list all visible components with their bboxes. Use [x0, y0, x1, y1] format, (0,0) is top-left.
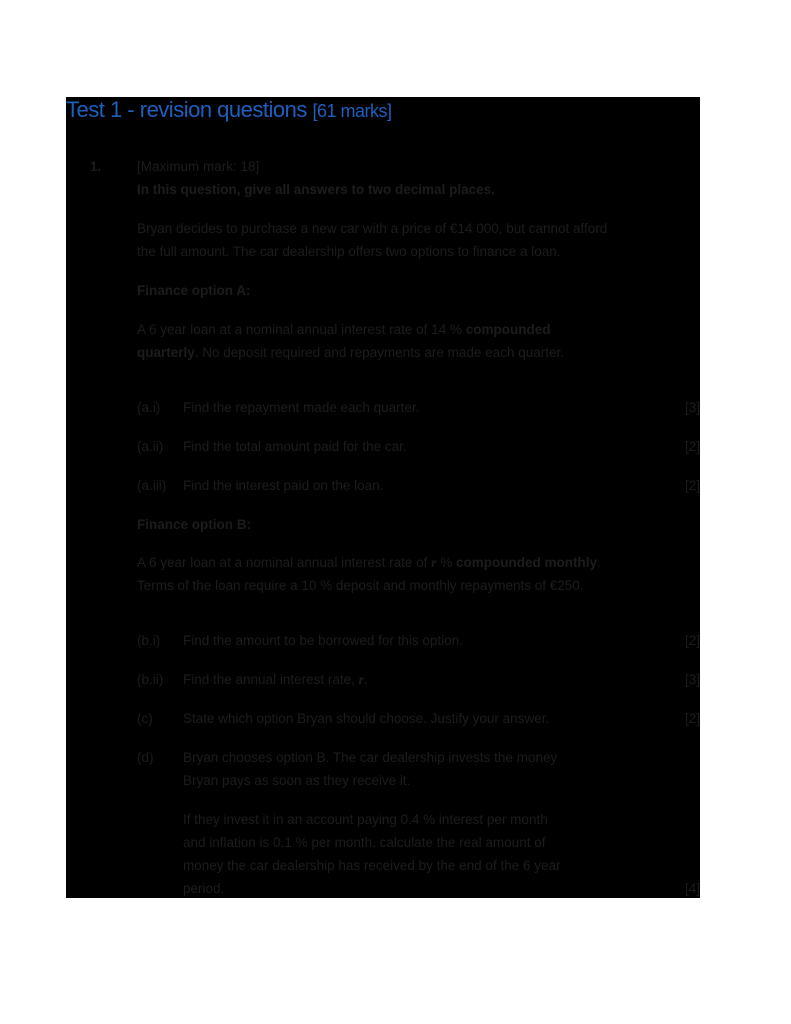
option-b-heading: Finance option B: [137, 517, 251, 532]
title-main: Test 1 - revision questions [66, 97, 307, 122]
question-panel [66, 97, 700, 898]
option-b-period: . [596, 555, 601, 570]
title-marks: [61 marks] [312, 101, 392, 121]
max-mark: [Maximum mark: 18] [137, 159, 260, 174]
part-marks: [2] [684, 711, 700, 726]
part-d-line-4: and inflation is 0.1 % per month, calculate the real amount of [183, 835, 546, 850]
part-text: Find the amount to be borrowed for this option. [183, 633, 463, 648]
instruction: In this question, give all answers to two decimal places. [137, 182, 495, 197]
option-b-text: A 6 year loan at a nominal annual interest rate of [137, 555, 432, 570]
part-marks: [3] [684, 400, 700, 415]
option-b-line-2: Terms of the loan require a 10 % deposit and monthly repayments of €250. [137, 578, 584, 593]
part-label: (b.i) [137, 633, 161, 648]
option-a-text-2: . No deposit required and repayments are made each quarter. [194, 345, 565, 360]
part-text: Find the repayment made each quarter. [183, 400, 420, 415]
part-marks: [2] [684, 633, 700, 648]
part-label: (c) [137, 711, 153, 726]
variable-r: r [431, 555, 437, 570]
part-marks: [3] [684, 672, 700, 687]
option-b-line-1 [137, 555, 601, 571]
option-a-line-2 [137, 345, 564, 360]
part-d-line-2: Bryan pays as soon as they receive it. [183, 773, 411, 788]
intro-line-2: the full amount. The car dealership offers two options to finance a loan. [137, 244, 561, 259]
option-a-line-1 [137, 322, 550, 337]
part-text: Find the interest paid on the loan. [183, 478, 384, 493]
part-label: (a.iii) [137, 478, 167, 493]
part-marks: [2] [684, 478, 700, 493]
part-marks: [4] [684, 881, 700, 896]
part-label: (a.ii) [137, 439, 164, 454]
part-d-line-3: If they invest it in an account paying 0.4 % interest per month [183, 812, 548, 827]
option-a-bold: compounded [465, 322, 551, 337]
part-d-line-1: Bryan chooses option B. The car dealership invests the money [183, 750, 558, 765]
option-a-bold-2: quarterly [137, 345, 195, 360]
part-d-line-6: period. [183, 881, 225, 896]
part-label: (a.i) [137, 400, 161, 415]
question-number: 1. [90, 159, 102, 174]
intro-line-1: Bryan decides to purchase a new car with a price of €14 000, but cannot afford [137, 221, 608, 236]
part-text-pre: Find the annual interest rate, [183, 672, 359, 687]
part-label: (b.ii) [137, 672, 164, 687]
part-d-line-5: money the car dealership has received by the end of the 6 year [183, 858, 561, 873]
option-a-heading: Finance option A: [137, 283, 251, 298]
part-text: State which option Bryan should choose. Justify your answer. [183, 711, 550, 726]
option-a-text: A 6 year loan at a nominal annual interest rate of 14 % [137, 322, 466, 337]
variable-r: r [358, 672, 364, 687]
part-text-post: . [363, 672, 368, 687]
option-b-bold: compounded monthly [455, 555, 597, 570]
part-marks: [2] [684, 439, 700, 454]
part-text [183, 672, 368, 688]
page-title [66, 97, 392, 123]
part-label: (d) [137, 750, 154, 765]
part-text: Find the total amount paid for the car. [183, 439, 407, 454]
option-b-percent: % [436, 555, 456, 570]
